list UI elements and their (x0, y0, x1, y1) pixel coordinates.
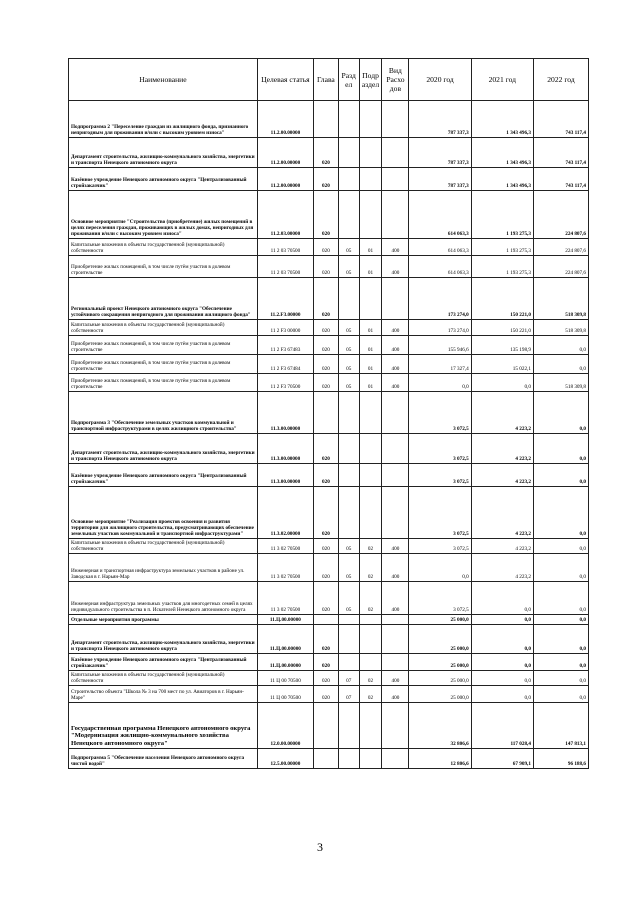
cell-glava: 020 (313, 138, 338, 168)
cell-podrazdel (359, 278, 382, 320)
cell-glava: 020 (313, 239, 338, 256)
cell-vid-raskhodov (382, 434, 409, 464)
cell-year-2022: 224 807,6 (533, 191, 588, 239)
cell-glava: 020 (313, 191, 338, 239)
cell-name: Основное мероприятие "Реализация проектов освоения и развития территории для жилищного строительства, предусматривающих обеспечение земельных участков коммунальной и транспортной инфраструктурами" (69, 487, 258, 539)
cell-year-2020: 0,0 (409, 374, 471, 392)
cell-razdel: 07 (338, 686, 359, 703)
cell-year-2020: 3 072,5 (409, 582, 471, 615)
cell-target-article: 11.Ц.00.00000 (257, 615, 313, 625)
cell-name: Капитальные вложения в объекты государственной (муниципальной) собственности (69, 239, 258, 256)
cell-name: Капитальные вложения в объекты государственной (муниципальной) собственности (69, 320, 258, 336)
table-row (69, 355, 589, 374)
cell-year-2021: 1 343 496,3 (471, 138, 533, 168)
cell-razdel (338, 615, 359, 625)
cell-year-2021: 1 343 496,3 (471, 168, 533, 191)
cell-year-2020: 173 274,0 (409, 320, 471, 336)
cell-year-2022: 0,0 (533, 336, 588, 355)
cell-year-2021: 1 343 496,3 (471, 101, 533, 138)
cell-glava: 020 (313, 654, 338, 671)
table-row (69, 336, 589, 355)
cell-year-2021: 0,0 (471, 374, 533, 392)
cell-year-2021: 0,0 (471, 582, 533, 615)
cell-year-2020: 25 000,0 (409, 615, 471, 625)
cell-target-article: 12.0.00.00000 (257, 703, 313, 749)
table-row (69, 539, 589, 554)
cell-razdel: 05 (338, 239, 359, 256)
cell-year-2020: 3 072,5 (409, 392, 471, 434)
table-row (69, 101, 589, 138)
cell-podrazdel (359, 101, 382, 138)
header-target-article: Целевая статья (257, 59, 313, 101)
cell-glava: 020 (313, 686, 338, 703)
cell-razdel: 05 (338, 336, 359, 355)
cell-year-2020: 32 806,6 (409, 703, 471, 749)
cell-vid-raskhodov (382, 278, 409, 320)
cell-podrazdel (359, 392, 382, 434)
table-row (69, 671, 589, 686)
cell-year-2021: 135 198,9 (471, 336, 533, 355)
cell-vid-raskhodov (382, 392, 409, 434)
cell-year-2022: 0,0 (533, 615, 588, 625)
table-row (69, 320, 589, 336)
cell-glava: 020 (313, 487, 338, 539)
cell-vid-raskhodov (382, 615, 409, 625)
cell-razdel: 05 (338, 256, 359, 278)
cell-year-2022: 96 188,6 (533, 749, 588, 769)
table-row (69, 168, 589, 191)
table-row (69, 256, 589, 278)
cell-vid-raskhodov (382, 101, 409, 138)
cell-razdel: 05 (338, 355, 359, 374)
cell-year-2022: 518 309,8 (533, 320, 588, 336)
page-number: 3 (317, 840, 323, 854)
cell-target-article: 11 3 02 70500 (257, 582, 313, 615)
cell-name: Подпрограмма 3 "Обеспечение земельных участков коммунальной и транспортной инфраструктурами в целях жилищного строительства" (69, 392, 258, 434)
table-row (69, 374, 589, 392)
cell-target-article: 11 2 F3 70500 (257, 374, 313, 392)
cell-vid-raskhodov (382, 654, 409, 671)
table-row (69, 392, 589, 434)
cell-glava: 020 (313, 434, 338, 464)
cell-target-article: 11.2.F3.00000 (257, 278, 313, 320)
cell-glava: 020 (313, 320, 338, 336)
cell-year-2022: 0,0 (533, 582, 588, 615)
cell-podrazdel (359, 654, 382, 671)
table-row (69, 615, 589, 625)
cell-razdel (338, 392, 359, 434)
cell-name: Государственная программа Ненецкого автономного округа "Модернизация жилищно-коммунального хозяйства Ненецкого автономного округа" (69, 703, 258, 749)
cell-vid-raskhodov (382, 464, 409, 487)
cell-podrazdel: 02 (359, 554, 382, 582)
cell-podrazdel (359, 138, 382, 168)
cell-year-2021: 1 193 275,3 (471, 256, 533, 278)
cell-name: Капитальные вложения в объекты государственной (муниципальной) собственности (69, 539, 258, 554)
cell-razdel: 05 (338, 554, 359, 582)
cell-year-2021: 1 193 275,3 (471, 191, 533, 239)
cell-year-2021: 4 223,2 (471, 434, 533, 464)
cell-podrazdel: 01 (359, 336, 382, 355)
cell-year-2020: 787 337,3 (409, 101, 471, 138)
cell-year-2022: 0,0 (533, 392, 588, 434)
cell-target-article: 11 2 03 70500 (257, 239, 313, 256)
cell-glava (313, 615, 338, 625)
cell-name: Казённое учреждение Ненецкого автономного округа "Централизованный стройзаказчик" (69, 464, 258, 487)
cell-year-2021: 0,0 (471, 654, 533, 671)
cell-year-2022: 0,0 (533, 487, 588, 539)
table-row (69, 625, 589, 654)
cell-podrazdel: 02 (359, 686, 382, 703)
cell-razdel: 05 (338, 582, 359, 615)
cell-year-2021: 1 193 275,3 (471, 239, 533, 256)
cell-glava: 020 (313, 671, 338, 686)
header-podrazdel: Подр аздел (359, 59, 382, 101)
cell-year-2020: 12 806,6 (409, 749, 471, 769)
cell-name: Казённое учреждение Ненецкого автономного округа "Централизованный стройзаказчик" (69, 654, 258, 671)
cell-razdel (338, 434, 359, 464)
cell-year-2021: 4 223,2 (471, 392, 533, 434)
table-row (69, 487, 589, 539)
cell-name: Приобретение жилых помещений, в том числе путём участия в долевом строительстве (69, 256, 258, 278)
cell-glava (313, 703, 338, 749)
cell-target-article: 11.3.00.00000 (257, 464, 313, 487)
cell-name: Инженерная инфраструктура земельных участков для многодетных семей в целях индивидуального строительства в п. Искателей Ненецкого автономного округа (69, 582, 258, 615)
cell-year-2022: 0,0 (533, 434, 588, 464)
table-row (69, 554, 589, 582)
cell-glava: 020 (313, 168, 338, 191)
cell-razdel (338, 278, 359, 320)
cell-vid-raskhodov (382, 191, 409, 239)
cell-razdel (338, 191, 359, 239)
cell-vid-raskhodov: 400 (382, 256, 409, 278)
cell-razdel (338, 138, 359, 168)
cell-target-article: 11 3 02 70500 (257, 539, 313, 554)
cell-name: Основное мероприятие "Строительство (приобретение) жилых помещений в целях переселения граждан, проживающих в жилых домах, непригодных для проживания и/или с высоким уровнем износа" (69, 191, 258, 239)
cell-year-2022: 518 309,8 (533, 374, 588, 392)
cell-target-article: 11 2 03 70500 (257, 256, 313, 278)
header-vid-raskhodov: Вид Расхо дов (382, 59, 409, 101)
cell-year-2020: 25 000,0 (409, 625, 471, 654)
cell-year-2021: 0,0 (471, 615, 533, 625)
table-header-row (69, 59, 589, 101)
cell-year-2020: 25 000,0 (409, 654, 471, 671)
cell-razdel: 05 (338, 539, 359, 554)
cell-name: Региональный проект Ненецкого автономного округа "Обеспечение устойчивого сокращения непригодного для проживания жилищного фонда" (69, 278, 258, 320)
cell-vid-raskhodov (382, 625, 409, 654)
table-row (69, 749, 589, 769)
cell-razdel: 05 (338, 374, 359, 392)
cell-year-2022: 0,0 (533, 464, 588, 487)
cell-podrazdel: 01 (359, 355, 382, 374)
cell-year-2022: 743 117,4 (533, 101, 588, 138)
cell-year-2022: 224 807,6 (533, 256, 588, 278)
header-year-2021: 2021 год (471, 59, 533, 101)
cell-target-article: 12.5.00.00000 (257, 749, 313, 769)
cell-razdel (338, 168, 359, 191)
cell-glava: 020 (313, 374, 338, 392)
cell-target-article: 11.2.00.00000 (257, 138, 313, 168)
cell-podrazdel: 01 (359, 320, 382, 336)
cell-year-2020: 787 337,3 (409, 138, 471, 168)
cell-vid-raskhodov: 400 (382, 539, 409, 554)
cell-glava: 020 (313, 355, 338, 374)
cell-year-2021: 4 223,2 (471, 554, 533, 582)
cell-target-article: 11 2 F3 67483 (257, 336, 313, 355)
cell-year-2022: 0,0 (533, 355, 588, 374)
cell-podrazdel: 01 (359, 374, 382, 392)
cell-year-2020: 3 072,5 (409, 487, 471, 539)
cell-vid-raskhodov: 400 (382, 554, 409, 582)
cell-name: Департамент строительства, жилищно-коммунального хозяйства, энергетики и транспорта Ненецкого автономного округа (69, 434, 258, 464)
cell-podrazdel (359, 625, 382, 654)
cell-year-2021: 0,0 (471, 671, 533, 686)
cell-target-article: 11.3.00.00000 (257, 434, 313, 464)
cell-podrazdel: 02 (359, 539, 382, 554)
cell-glava: 020 (313, 278, 338, 320)
cell-glava: 020 (313, 256, 338, 278)
cell-razdel (338, 703, 359, 749)
cell-target-article: 11 2 F3 00000 (257, 320, 313, 336)
cell-target-article: 11 Ц 00 70500 (257, 686, 313, 703)
header-glava: Глава (313, 59, 338, 101)
cell-year-2022: 0,0 (533, 625, 588, 654)
cell-year-2020: 173 274,0 (409, 278, 471, 320)
cell-year-2021: 4 223,2 (471, 539, 533, 554)
cell-year-2021: 0,0 (471, 625, 533, 654)
cell-year-2020: 25 000,0 (409, 686, 471, 703)
cell-podrazdel (359, 703, 382, 749)
cell-target-article: 11.2.00.00000 (257, 101, 313, 138)
cell-podrazdel: 02 (359, 582, 382, 615)
cell-name: Строительство объекта "Школа № 3 на 700 мест по ул. Авиаторов в г. Нарьян-Маре" (69, 686, 258, 703)
table-body (69, 101, 589, 769)
cell-name: Приобретение жилых помещений, в том числе путём участия в долевом строительстве (69, 336, 258, 355)
cell-target-article: 11 3 02 70500 (257, 554, 313, 582)
cell-year-2022: 0,0 (533, 554, 588, 582)
cell-vid-raskhodov: 400 (382, 355, 409, 374)
cell-year-2022: 0,0 (533, 671, 588, 686)
header-razdel: Разд ел (338, 59, 359, 101)
cell-year-2022: 743 117,4 (533, 138, 588, 168)
cell-year-2021: 15 022,1 (471, 355, 533, 374)
cell-razdel (338, 487, 359, 539)
cell-year-2021: 4 223,2 (471, 487, 533, 539)
cell-year-2020: 0,0 (409, 554, 471, 582)
cell-target-article: 11 Ц 00 70500 (257, 671, 313, 686)
cell-year-2022: 743 117,4 (533, 168, 588, 191)
cell-glava: 020 (313, 554, 338, 582)
cell-name: Казённое учреждение Ненецкого автономного округа "Централизованный стройзаказчик" (69, 168, 258, 191)
header-year-2020: 2020 год (409, 59, 471, 101)
cell-year-2020: 614 063,3 (409, 239, 471, 256)
cell-target-article: 11.Ц.00.00000 (257, 625, 313, 654)
cell-name: Капитальные вложения в объекты государственной (муниципальной) собственности (69, 671, 258, 686)
cell-glava (313, 392, 338, 434)
cell-vid-raskhodov (382, 487, 409, 539)
cell-name: Подпрограмма 5 "Обеспечение населения Ненецкого автономного округа чистой водой" (69, 749, 258, 769)
cell-vid-raskhodov (382, 138, 409, 168)
cell-podrazdel (359, 434, 382, 464)
cell-year-2022: 518 309,8 (533, 278, 588, 320)
cell-year-2020: 3 072,5 (409, 464, 471, 487)
cell-vid-raskhodov (382, 168, 409, 191)
cell-year-2022: 0,0 (533, 539, 588, 554)
cell-razdel (338, 654, 359, 671)
cell-glava: 020 (313, 336, 338, 355)
cell-year-2022: 0,0 (533, 686, 588, 703)
cell-podrazdel (359, 487, 382, 539)
cell-year-2021: 150 221,0 (471, 278, 533, 320)
cell-target-article: 11.2.00.00000 (257, 168, 313, 191)
cell-year-2020: 17 327,4 (409, 355, 471, 374)
cell-razdel: 07 (338, 671, 359, 686)
cell-razdel (338, 464, 359, 487)
cell-podrazdel (359, 464, 382, 487)
cell-vid-raskhodov: 400 (382, 671, 409, 686)
header-name: Наименование (69, 59, 258, 101)
cell-name: Подпрограмма 2 "Переселение граждан из жилищного фонда, признанного непригодным для проживания и/или с высоким уровнем износа" (69, 101, 258, 138)
cell-glava: 020 (313, 625, 338, 654)
cell-year-2021: 4 223,2 (471, 464, 533, 487)
cell-name: Департамент строительства, жилищно-коммунального хозяйства, энергетики и транспорта Ненецкого автономного округа (69, 138, 258, 168)
cell-podrazdel: 02 (359, 671, 382, 686)
cell-target-article: 11.3.02.00000 (257, 487, 313, 539)
cell-glava: 020 (313, 539, 338, 554)
cell-year-2020: 614 063,3 (409, 191, 471, 239)
budget-table (68, 58, 589, 769)
cell-vid-raskhodov: 400 (382, 582, 409, 615)
table-row (69, 703, 589, 749)
cell-year-2020: 155 946,6 (409, 336, 471, 355)
cell-target-article: 11 2 F3 67484 (257, 355, 313, 374)
cell-year-2022: 224 807,6 (533, 239, 588, 256)
cell-glava (313, 749, 338, 769)
cell-year-2020: 787 337,3 (409, 168, 471, 191)
table-row (69, 582, 589, 615)
cell-target-article: 11.2.03.00000 (257, 191, 313, 239)
cell-podrazdel (359, 615, 382, 625)
table-row (69, 686, 589, 703)
cell-podrazdel: 01 (359, 239, 382, 256)
cell-podrazdel (359, 749, 382, 769)
cell-glava: 020 (313, 582, 338, 615)
table-row (69, 434, 589, 464)
cell-year-2021: 0,0 (471, 686, 533, 703)
cell-year-2021: 67 909,1 (471, 749, 533, 769)
cell-vid-raskhodov: 400 (382, 686, 409, 703)
header-year-2022: 2022 год (533, 59, 588, 101)
cell-year-2020: 3 072,5 (409, 539, 471, 554)
cell-razdel (338, 625, 359, 654)
cell-vid-raskhodov: 400 (382, 239, 409, 256)
cell-year-2021: 117 028,4 (471, 703, 533, 749)
cell-target-article: 11.Ц.00.00000 (257, 654, 313, 671)
cell-vid-raskhodov (382, 749, 409, 769)
cell-razdel (338, 101, 359, 138)
cell-name: Приобретение жилых помещений, в том числе путём участия в долевом строительстве (69, 355, 258, 374)
cell-name: Приобретение жилых помещений, в том числе путём участия в долевом строительстве (69, 374, 258, 392)
cell-year-2022: 147 813,1 (533, 703, 588, 749)
cell-vid-raskhodov: 400 (382, 320, 409, 336)
cell-podrazdel (359, 168, 382, 191)
cell-razdel (338, 749, 359, 769)
cell-year-2020: 3 072,5 (409, 434, 471, 464)
cell-target-article: 11.3.00.00000 (257, 392, 313, 434)
table-row (69, 191, 589, 239)
table-row (69, 278, 589, 320)
cell-razdel: 05 (338, 320, 359, 336)
table-row (69, 239, 589, 256)
cell-year-2022: 0,0 (533, 654, 588, 671)
cell-vid-raskhodov: 400 (382, 336, 409, 355)
table-row (69, 464, 589, 487)
cell-name: Инженерная и транспортная инфраструктура земельных участков в районе ул. Заводская в г. Нарьян-Мар (69, 554, 258, 582)
cell-podrazdel: 01 (359, 256, 382, 278)
cell-podrazdel (359, 191, 382, 239)
cell-glava (313, 101, 338, 138)
table-row (69, 138, 589, 168)
cell-vid-raskhodov: 400 (382, 374, 409, 392)
cell-vid-raskhodov (382, 703, 409, 749)
cell-year-2020: 25 000,0 (409, 671, 471, 686)
cell-year-2021: 150 221,0 (471, 320, 533, 336)
cell-name: Отдельные мероприятия программы (69, 615, 258, 625)
table-row (69, 654, 589, 671)
cell-name: Департамент строительства, жилищно-коммунального хозяйства, энергетики и транспорта Ненецкого автономного округа (69, 625, 258, 654)
cell-glava: 020 (313, 464, 338, 487)
cell-year-2020: 614 063,3 (409, 256, 471, 278)
